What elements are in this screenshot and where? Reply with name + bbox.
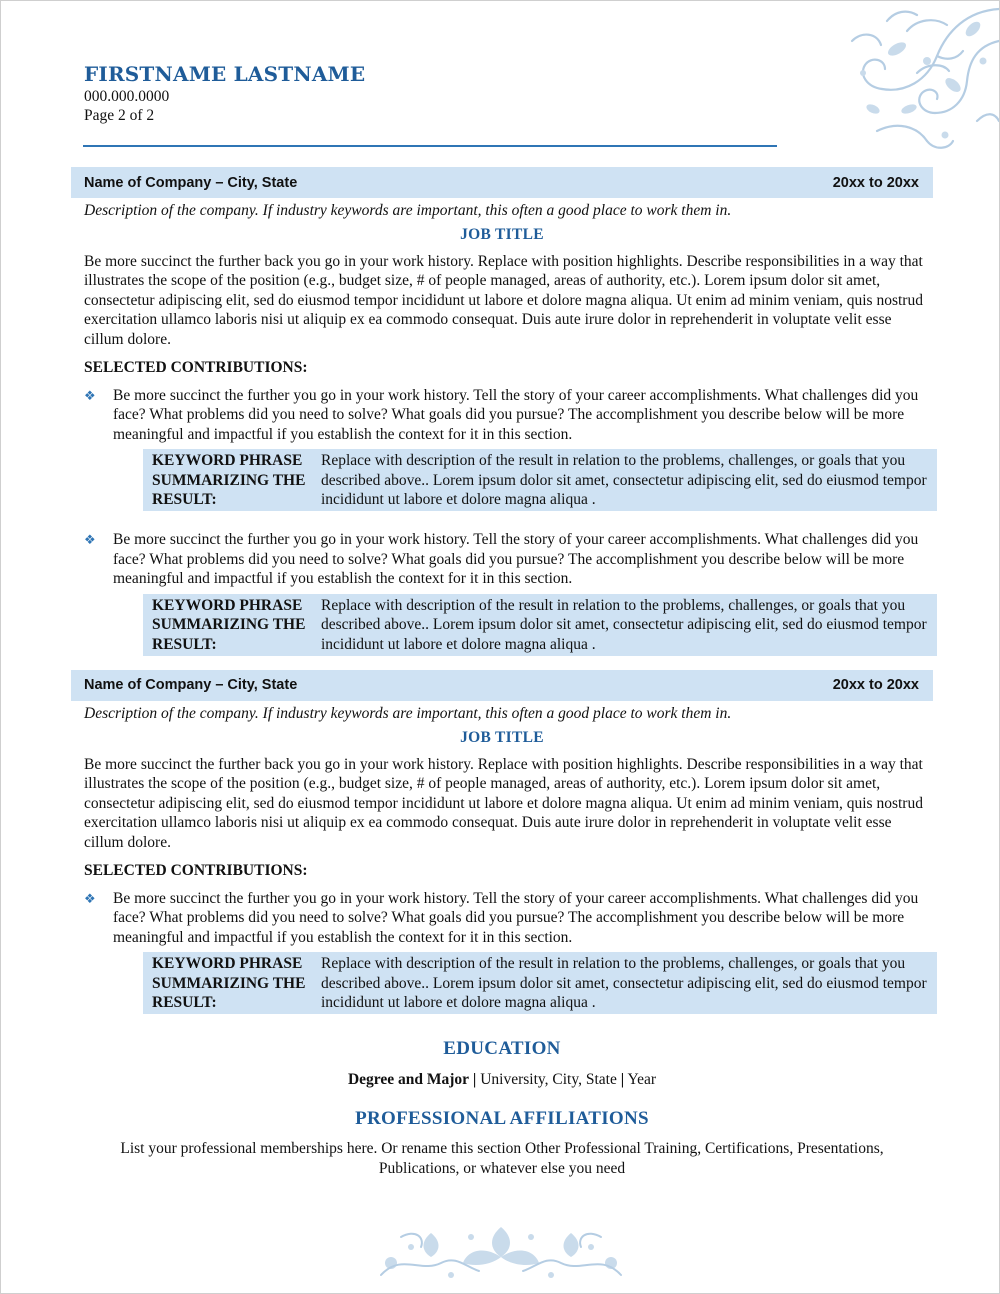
result-box [143,594,937,656]
result-keyword: KEYWORD PHRASE SUMMARIZING THE RESULT: [152,596,306,653]
company-name: Name of Company – City, State [84,677,298,694]
separator: | [472,1071,477,1089]
diamond-bullet-icon: ❖ [84,388,96,404]
diamond-bullet-icon: ❖ [84,532,96,548]
job-title: JOB TITLE [460,728,544,746]
affiliations-heading: PROFESSIONAL AFFILIATIONS [355,1108,649,1130]
contributions-heading: SELECTED CONTRIBUTIONS: [84,861,308,879]
result-keyword: KEYWORD PHRASE SUMMARIZING THE RESULT: [152,452,306,509]
degree: Degree and Major [347,1071,470,1089]
contribution-item [71,880,933,947]
contribution-text: Be more succinct the further you go in your work history. Tell the story of your career accomplishments. What challenges did you face? What problems did you need to solve? What goals did you pursue? The accomplishment you describe below will be more meaningful and impactful if you establish the context for it in this section. [113,889,919,946]
result-box [143,449,937,511]
result-keyword: KEYWORD PHRASE SUMMARIZING THE RESULT: [152,955,306,1011]
contribution-text: Be more succinct the further you go in your work history. Tell the story of your career accomplishments. What challenges did you face? What problems did you need to solve? What goals did you pursue? The accomplishment you describe below will be more meaningful and impactful if you establish the context for it in this section. [113,531,919,588]
job-summary: Be more succinct the further back you go in your work history. Replace with position highlights. Describe responsibilities in a way that illustrates the scope of the position (e.g., budget size, # of people managed, areas of authority, etc.). Lorem ipsum dolor sit amet, consectetur adipiscing elit, sed do eiusmod tempor incididunt ut labore et dolore magna aliqua. Ut enim ad minim veniam, quis nostrud exercitation ullamco laboris nisi ut aliquip ex ea commodo consequat. Duis aute irure dolor in reprehenderit in voluptate velit esse cillum dolore. [84,755,923,851]
spacer [71,656,933,670]
company-description: Description of the company. If industry keywords are important, this often a good place to work them in. [84,202,732,219]
company-description: Description of the company. If industry keywords are important, this often a good place to work them in. [84,704,732,722]
company-bar [71,670,933,701]
contributions-heading: SELECTED CONTRIBUTIONS: [84,359,308,377]
employment-dates: 20xx to 20xx [832,174,919,191]
job-entry [71,670,933,1014]
company-name: Name of Company – City, State [84,174,298,191]
header-divider [83,145,777,147]
job-title: JOB TITLE [460,226,544,243]
candidate-name: FIRSTNAME LASTNAME [84,62,366,86]
contribution-item [71,511,933,588]
resume-header [84,61,365,125]
employment-dates: 20xx to 20xx [832,677,919,694]
phone-number: 000.000.0000 [84,88,170,105]
contribution-text: Be more succinct the further you go in your work history. Tell the story of your career accomplishments. What challenges did you face? What problems did you need to solve? What goals did you pursue? The accomplishment you describe below will be more meaningful and impactful if you establish the context for it in this section. [113,387,919,443]
education-entry [71,1070,933,1089]
education-heading: EDUCATION [443,1038,561,1060]
company-bar [71,167,933,198]
separator: | [620,1071,625,1089]
result-description: Replace with description of the result in relation to the problems, challenges, or goals that you described above.. Lorem ipsum dolor sit amet, consectetur adipiscing elit, sed do eiusmod tempor incididunt ut labore et dolore magna aliqua . [321,955,927,1011]
floral-border-ornament-icon [371,1223,631,1283]
result-description: Replace with description of the result in relation to the problems, challenges, or goals that you described above.. Lorem ipsum dolor sit amet, consectetur adipiscing elit, sed do eiusmod tempor incididunt ut labore et dolore magna aliqua . [321,452,927,509]
job-summary: Be more succinct the further back you go in your work history. Replace with position highlights. Describe responsibilities in a way that illustrates the scope of the position (e.g., budget size, # of people managed, areas of authority, etc.). Lorem ipsum dolor sit amet, consectetur adipiscing elit, sed do eiusmod tempor incididunt ut labore et dolore magna aliqua. Ut enim ad minim veniam, quis nostrud exercitation ullamco laboris nisi ut aliquip ex ea commodo consequat. Duis aute irure dolor in reprehenderit in voluptate velit esse cillum dolore. [84,253,923,348]
page-number: Page 2 of 2 [84,107,155,124]
contribution-item [71,377,933,444]
university: University, City, State [480,1071,617,1089]
affiliations-text: List your professional memberships here. Or rename this section Other Professional Training, Certifications, Presentations, Publications, or whatever else you need [120,1140,884,1177]
resume-body [71,167,933,1178]
result-description: Replace with description of the result in relation to the problems, challenges, or goals that you described above.. Lorem ipsum dolor sit amet, consectetur adipiscing elit, sed do eiusmod tempor incididunt ut labore et dolore magna aliqua . [321,596,927,653]
graduation-year: Year [627,1071,657,1089]
floral-swirl-ornament-icon [777,1,999,166]
result-box [143,952,937,1014]
job-entry [71,167,933,656]
diamond-bullet-icon: ❖ [84,890,96,906]
